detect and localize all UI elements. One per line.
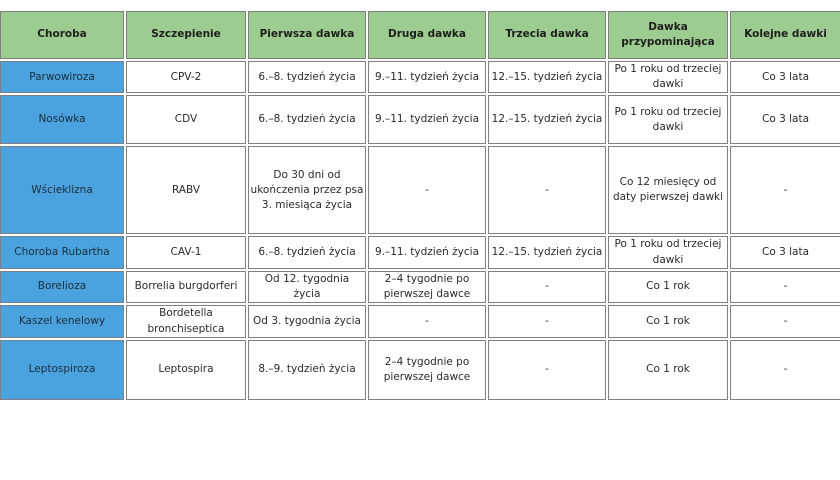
header-szczepienie: Szczepienie: [126, 11, 246, 59]
header-trzecia-dawka: Trzecia dawka: [488, 11, 606, 59]
first-dose-cell: Od 3. tygodnia życia: [248, 305, 366, 337]
first-dose-cell: 6.–8. tydzień życia: [248, 61, 366, 93]
vaccination-schedule: [0, 9, 840, 470]
table-row: [0, 340, 840, 400]
third-dose-cell: 12.–15. tydzień życia: [488, 95, 606, 144]
third-dose-cell: 12.–15. tydzień życia: [488, 236, 606, 268]
second-dose-cell: 9.–11. tydzień życia: [368, 95, 486, 144]
vaccine-cell: CDV: [126, 95, 246, 144]
booster-dose-cell: Co 1 rok: [608, 305, 728, 337]
header-kolejne-dawki: Kolejne dawki: [730, 11, 840, 59]
disease-cell: Choroba Rubartha: [0, 236, 124, 268]
next-doses-cell: Co 3 lata: [730, 95, 840, 144]
booster-dose-cell: Po 1 roku od trzeciej dawki: [608, 236, 728, 268]
vaccine-cell: CPV-2: [126, 61, 246, 93]
table-row: [0, 271, 840, 303]
next-doses-cell: -: [730, 340, 840, 400]
second-dose-cell: -: [368, 305, 486, 337]
third-dose-cell: -: [488, 146, 606, 234]
vaccine-cell: Bordetella bronchiseptica: [126, 305, 246, 337]
first-dose-cell: 6.–8. tydzień życia: [248, 236, 366, 268]
booster-dose-cell: Po 1 roku od trzeciej dawki: [608, 61, 728, 93]
second-dose-cell: 9.–11. tydzień życia: [368, 61, 486, 93]
booster-dose-cell: Co 1 rok: [608, 340, 728, 400]
second-dose-cell: 2–4 tygodnie po pierwszej dawce: [368, 271, 486, 303]
third-dose-cell: 12.–15. tydzień życia: [488, 61, 606, 93]
booster-dose-cell: Po 1 roku od trzeciej dawki: [608, 95, 728, 144]
next-doses-cell: -: [730, 271, 840, 303]
vaccine-cell: Leptospira: [126, 340, 246, 400]
next-doses-cell: Co 3 lata: [730, 61, 840, 93]
header-row: [0, 11, 840, 59]
second-dose-cell: -: [368, 146, 486, 234]
disease-cell: Nosówka: [0, 95, 124, 144]
booster-dose-cell: Co 1 rok: [608, 271, 728, 303]
vaccine-cell: Borrelia burgdorferi: [126, 271, 246, 303]
disease-cell: Kaszel kenelowy: [0, 305, 124, 337]
header-choroba: Choroba: [0, 11, 124, 59]
table-row: [0, 236, 840, 268]
third-dose-cell: -: [488, 305, 606, 337]
header-pierwsza-dawka: Pierwsza dawka: [248, 11, 366, 59]
table-row: [0, 146, 840, 234]
next-doses-cell: Co 3 lata: [730, 236, 840, 268]
disease-cell: Wścieklizna: [0, 146, 124, 234]
first-dose-cell: Od 12. tygodnia życia: [248, 271, 366, 303]
table-row: [0, 61, 840, 93]
vaccine-cell: CAV-1: [126, 236, 246, 268]
disease-cell: Parwowiroza: [0, 61, 124, 93]
vaccination-table: [0, 9, 840, 402]
disease-cell: Borelioza: [0, 271, 124, 303]
first-dose-cell: 8.–9. tydzień życia: [248, 340, 366, 400]
first-dose-cell: 6.–8. tydzień życia: [248, 95, 366, 144]
header-druga-dawka: Druga dawka: [368, 11, 486, 59]
third-dose-cell: -: [488, 271, 606, 303]
third-dose-cell: -: [488, 340, 606, 400]
table-row: [0, 95, 840, 144]
second-dose-cell: 2–4 tygodnie po pierwszej dawce: [368, 340, 486, 400]
next-doses-cell: -: [730, 146, 840, 234]
first-dose-cell: Do 30 dni od ukończenia przez psa 3. miesiąca życia: [248, 146, 366, 234]
next-doses-cell: -: [730, 305, 840, 337]
second-dose-cell: 9.–11. tydzień życia: [368, 236, 486, 268]
vaccine-cell: RABV: [126, 146, 246, 234]
header-dawka-przypominajaca: Dawka przypominająca: [608, 11, 728, 59]
booster-dose-cell: Co 12 miesięcy od daty pierwszej dawki: [608, 146, 728, 234]
disease-cell: Leptospiroza: [0, 340, 124, 400]
table-row: [0, 305, 840, 337]
